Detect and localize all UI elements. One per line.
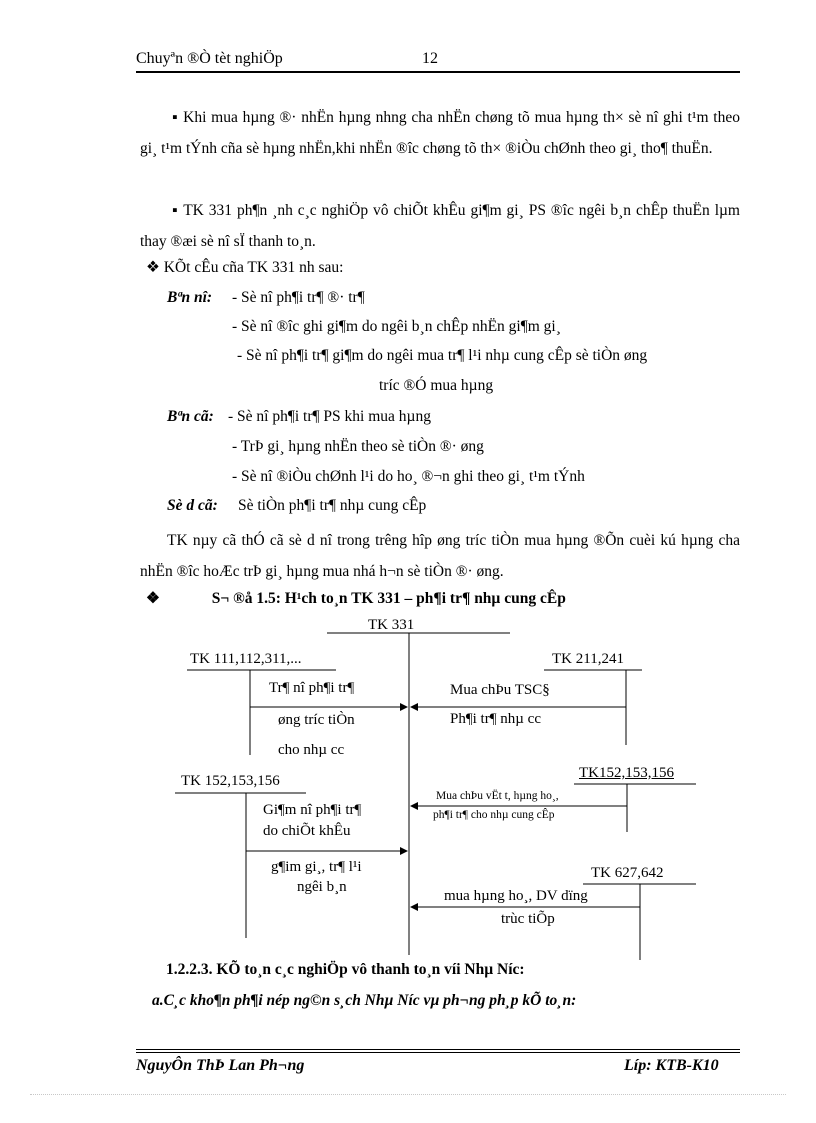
bullet-icon: ▪	[172, 109, 184, 126]
entry-text: Mua chÞu vËt t, hµng ho¸,	[436, 790, 559, 802]
entry-text: øng tríc tiÒn	[278, 712, 355, 728]
credit-item: - Sè nî ph¶i tr¶ PS khi mua hµng	[228, 408, 431, 425]
account-center-label: TK 331	[368, 617, 415, 633]
entry-text: trùc tiÕp	[501, 911, 555, 927]
section-heading: 1.2.2.3. KÕ to¸n c¸c nghiÖp vô thanh to¸n víi Nhµ Níc:	[166, 961, 525, 978]
account-right-mid-label: TK152,153,156	[579, 765, 674, 781]
bullet-icon: ▪	[172, 202, 184, 219]
footer-class: Líp: KTB-K10	[624, 1057, 719, 1074]
entry-text: Tr¶ nî ph¶i tr¶	[269, 680, 355, 696]
account-left-mid-label: TK 152,153,156	[181, 773, 280, 789]
structure-heading: ❖ KÕt cÊu cña TK 331 nh sau:	[146, 259, 344, 276]
entry-text: ngêi b¸n	[297, 879, 347, 895]
entry-text: do chiÕt khÊu	[263, 823, 351, 839]
entry-text: Gi¶m nî ph¶i tr¶	[263, 802, 362, 818]
entry-text: ph¶i tr¶ cho nhµ cung cÊp	[433, 809, 555, 821]
page-edge-divider	[30, 1094, 786, 1095]
footer-rule	[136, 1052, 740, 1053]
paragraph-1: ▪ Khi mua hµng ®· nhËn hµng nhng cha nhËn chøng tõ mua hµng th× sè nî ghi t¹m theo gi¸ t¹m tÝnh cña sè hµng nhËn,khi nhËn ®îc chøng tõ th× ®iÒu chØnh theo gi¸ tho¶ thuËn.	[140, 109, 740, 157]
entry-text: Mua chÞu TSC§	[450, 682, 550, 698]
debit-item: - Sè nî ph¶i tr¶ ®· tr¶	[232, 289, 365, 306]
balance-text: Sè tiÒn ph¶i tr¶ nhµ cung cÊp	[238, 497, 427, 514]
balance-label: Sè d cã:	[167, 497, 218, 514]
diamond-bullet-icon: ❖	[146, 590, 160, 607]
entry-text: g¶im gi¸, tr¶ l¹i	[271, 859, 362, 875]
paragraph-3: TK nµy cã thÓ cã sè d nî trong trêng hîp øng tríc tiÒn mua hµng ®Õn cuèi kú hµng cha nhËn ®îc hoÆc trÞ gi¸ hµng mua nhá h¬n sè tiÒn ®· øng.	[140, 532, 740, 580]
footer-author: NguyÔn ThÞ Lan Ph¬ng	[136, 1057, 305, 1074]
account-right-bot-label: TK 627,642	[591, 865, 664, 881]
debit-label: Bªn nî:	[167, 289, 213, 306]
header-title: Chuyªn ®Ò tèt nghiÖp	[136, 50, 283, 67]
footer-rule	[136, 1049, 740, 1050]
section-subheading: a.C¸c kho¶n ph¶i nép ng©n s¸ch Nhµ Níc vµ ph¬ng ph¸p kÕ to¸n:	[152, 992, 577, 1009]
debit-item-continued: tríc ®Ó mua hµng	[379, 377, 494, 394]
page-number: 12	[422, 50, 438, 67]
account-right-top-label: TK 211,241	[552, 651, 624, 667]
diamond-bullet-icon: ❖	[146, 259, 160, 276]
credit-item: - Sè nî ®iÒu chØnh l¹i do ho¸ ®¬n ghi theo gi¸ t¹m tÝnh	[232, 468, 585, 485]
credit-label: Bªn cã:	[167, 408, 214, 425]
paragraph-2: ▪ TK 331 ph¶n ¸nh c¸c nghiÖp vô chiÕt khÊu gi¶m gi¸ PS ®îc ngêi b¸n chÊp thuËn lµm thay ®æi sè nî sÏ thanh to¸n.	[140, 202, 740, 250]
debit-item: - Sè nî ph¶i tr¶ gi¶m do ngêi mua tr¶ l¹i nhµ cung cÊp sè tiÒn øng	[237, 347, 648, 364]
entry-text: cho nhµ cc	[278, 742, 345, 758]
diagram-title: ❖ S¬ ®å 1.5: H¹ch to¸n TK 331 – ph¶i tr¶ nhµ cung cÊp	[146, 590, 566, 607]
entry-text: mua hµng ho¸, DV dïng	[444, 888, 588, 904]
account-left-top-label: TK 111,112,311,...	[190, 651, 302, 667]
debit-item: - Sè nî ®îc ghi gi¶m do ngêi b¸n chÊp nhËn gi¶m gi¸	[232, 318, 561, 335]
entry-text: Ph¶i tr¶ nhµ cc	[450, 711, 541, 727]
credit-item: - TrÞ gi¸ hµng nhËn theo sè tiÒn ®· øng	[232, 438, 484, 455]
